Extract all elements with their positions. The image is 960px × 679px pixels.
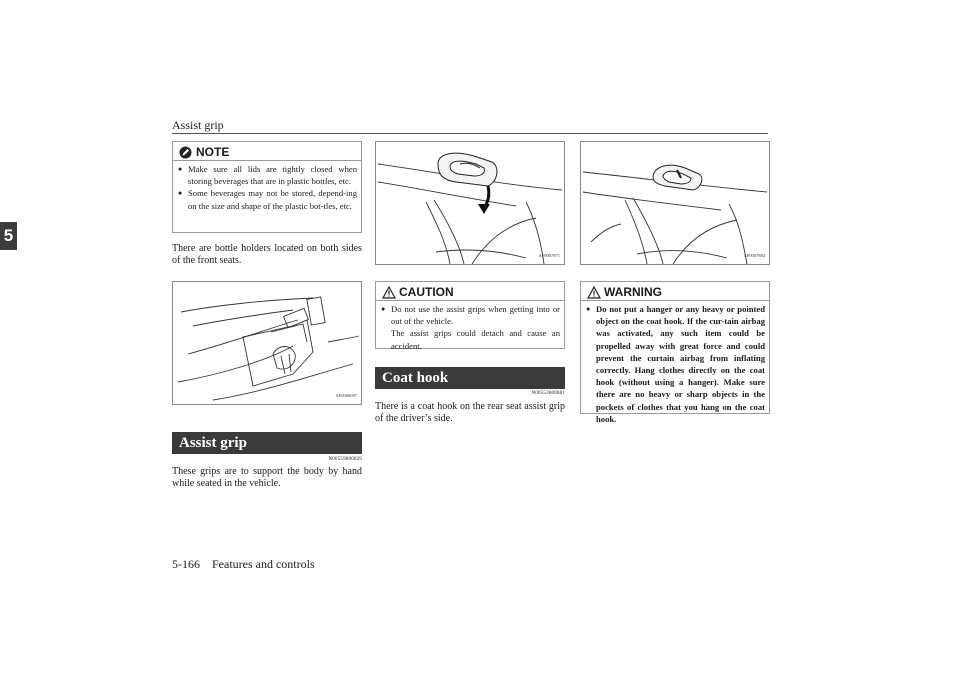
note-bullet: ● Some beverages may not be stored, depend-ing on the size and shape of the plastic bot-tles, etc. [175,187,357,211]
caution-bullet: ● Do not use the assist grips when getting into or out of the vehicle. [378,303,560,327]
note-bullet: ● Make sure all lids are tightly closed when storing beverages that are in plastic bottles, etc. [175,163,357,187]
chapter-tab: 5 [0,222,17,250]
coat-hook-code: N00553600081 [531,391,565,396]
coat-hook-figure [580,141,770,265]
coat-hook-illustration [581,142,769,264]
caution-box [375,281,565,349]
door-panel-illustration [173,282,361,404]
caution-label: CAUTION [399,285,454,299]
page-footer [172,557,315,572]
warning-divider [581,300,769,301]
page-header-title: Assist grip [172,118,224,132]
figure-code: AF0007871 [538,253,560,258]
assist-grip-illustration [376,142,564,264]
figure-code: AF0007884 [743,253,765,258]
figure-code: AF0006097 [335,393,357,398]
caution-extra: The assist grips could detach and cause an accident. [391,328,560,351]
assist-grip-body: These grips are to support the body by hand while seated in the vehicle. [172,466,362,490]
coat-hook-heading: Coat hook [375,367,565,389]
note-box [172,141,362,233]
warning-box [580,281,770,424]
caution-divider [376,300,564,301]
page-number: 5-166 [172,557,200,571]
bottle-holder-figure [172,281,362,405]
footer-section: Features and controls [212,557,315,571]
note-label: NOTE [196,145,230,159]
header-rule [172,133,768,134]
note-divider [173,160,361,161]
assist-grip-figure [375,141,565,265]
caution-header [382,285,454,299]
coat-hook-body: There is a coat hook on the rear seat assist grip of the driver’s side. [375,401,565,425]
warning-triangle-icon [587,286,601,299]
warning-header [587,285,662,299]
assist-grip-heading: Assist grip [172,432,362,454]
warning-label: WARNING [604,285,662,299]
warning-triangle-icon [382,286,396,299]
warning-bullet: ● Do not put a hanger or any heavy or pointed object on the coat hook. If the cur-tain airbag was activated, any such item could be propelled away with great force and could prevent the curtain airbag from inflating correctly. Hang clothes directly on the coat hook (without using a hanger). Make sure there are no heavy or sharp objects in the pockets of clothes that you hang on the coat hook. [583,303,765,425]
note-header [179,145,229,159]
pencil-icon [179,146,192,159]
bottle-holder-text: There are bottle holders located on both sides of the front seats. [172,243,362,267]
assist-grip-code: N00559000029 [328,457,362,462]
